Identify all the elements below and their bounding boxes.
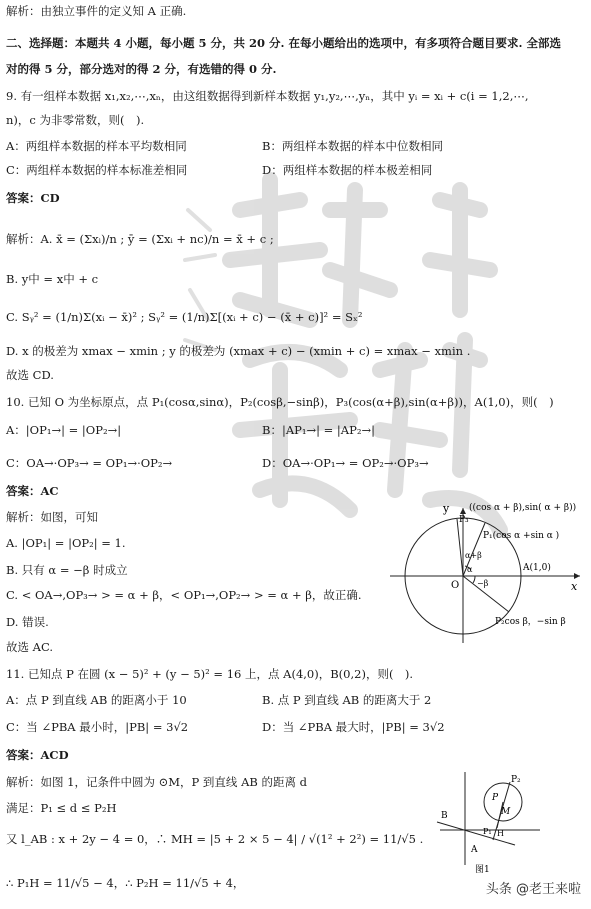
q9-analysis-d: D. x 的极差为 xmax − xmin ; y 的极差为 (xmax + c) − (xmin + c) = xmax − xmin . <box>6 344 471 358</box>
q10-analysis-d: D. 错误. <box>6 615 49 629</box>
fig2-caption: 图1 <box>475 865 490 875</box>
q9-analysis-b: B. y中 = x中 + c <box>6 272 99 286</box>
fig1-x-label: x <box>571 580 578 593</box>
q11-option-d: D：当 ∠PBA 最大时，|PB| = 3√2 <box>262 720 445 734</box>
q9-option-d: D：两组样本数据的样本极差相同 <box>262 163 433 177</box>
q11-stem: 11. 已知点 P 在圆 (x − 5)² + (y − 5)² = 16 上，点 A(4,0)，B(0,2)，则( ). <box>6 667 414 681</box>
fig2-p2-label: P₂ <box>511 775 521 785</box>
q10-analysis-b: B. 只有 α = −β 时成立 <box>6 563 128 577</box>
section-heading-cont: 对的得 5 分，部分选对的得 2 分，有选错的得 0 分. <box>6 62 277 76</box>
footer-watermark: 头条 @老王来啦 <box>485 882 581 897</box>
q9-option-b: B：两组样本数据的样本中位数相同 <box>262 139 443 153</box>
q10-conclusion: 故选 AC. <box>6 640 54 654</box>
fig1-alpha-beta: α+β <box>465 551 482 560</box>
fig1-y-label: y <box>443 502 450 515</box>
q10-analysis-intro: 解析：如图，可知 <box>6 510 98 524</box>
fig1-p3-coord: ((cos α + β),sin( α + β)) <box>469 503 577 513</box>
q11-analysis-range: 满足：P₁ ≤ d ≤ P₂H <box>6 801 117 815</box>
q10-analysis-a: A. |OP₁| = |OP₂| = 1. <box>6 536 126 550</box>
q10-analysis-c: C. < OA→,OP₃→ > = α + β，< OP₁→,OP₂→ > = α + β，故正确. <box>6 588 362 602</box>
q9-stem: 9. 有一组样本数据 x₁,x₂,⋯,xₙ，由这组数据得到新样本数据 y₁,y₂,⋯,yₙ，其中 yᵢ = xᵢ + c(i = 1,2,⋯, <box>6 89 529 103</box>
q9-analysis-a: 解析：A. x̄ = (Σxᵢ)/n ; ȳ = (Σxᵢ + nc)/n = x̄ + c ; <box>6 232 274 246</box>
fig2-m-label: M <box>501 807 511 817</box>
q11-option-a: A：点 P 到直线 AB 的距离小于 10 <box>6 693 187 707</box>
fig1-p1-label: P₁(cos α +sin α ) <box>483 531 560 541</box>
q11-analysis-mh: 又 l_AB : x + 2y − 4 = 0，∴ MH = |5 + 2 × 5 − 4| / √(1² + 2²) = 11/√5 . <box>6 832 424 846</box>
fig1-a-label: A(1,0) <box>523 563 551 573</box>
analysis-line: 解析：由独立事件的定义知 A 正确. <box>6 4 187 18</box>
fig1-neg-beta: −β <box>477 579 489 588</box>
q10-option-c: C：OA→·OP₃→ = OP₁→·OP₂→ <box>6 456 173 470</box>
q11-option-c: C：当 ∠PBA 最小时，|PB| = 3√2 <box>6 720 189 734</box>
q10-stem: 10. 已知 O 为坐标原点，点 P₁(cosα,sinα)，P₂(cosβ,−sinβ)，P₃(cos(α+β),sin(α+β))，A(1,0)，则( ) <box>6 395 554 409</box>
q9-conclusion: 故选 CD. <box>6 368 54 382</box>
fig1-p3-label: P₃ <box>459 515 469 525</box>
q11-answer: 答案：ACD <box>6 748 69 762</box>
q11-option-b: B. 点 P 到直线 AB 的距离大于 2 <box>262 693 432 707</box>
unit-circle-figure <box>385 498 585 648</box>
q9-stem-cont: n)，c 为非零常数，则( ). <box>6 113 145 127</box>
fig2-p1-label: P₁ <box>483 827 492 836</box>
fig2-p-label: P <box>492 793 499 803</box>
q11-analysis-p1h: ∴ P₁H = 11/√5 − 4，∴ P₂H = 11/√5 + 4， <box>6 876 245 890</box>
fig1-origin-label: O <box>451 580 460 591</box>
circle-line-figure <box>435 770 545 880</box>
fig1-alpha: α <box>467 565 473 574</box>
q9-analysis-c: C. Sᵧ² = (1/n)Σ(xᵢ − x̄)² ; Sᵧ² = (1/n)Σ[(xᵢ + c) − (x̄ + c)]² = Sₓ² <box>6 310 363 324</box>
q10-option-b: B：|AP₁→| = |AP₂→| <box>262 423 375 437</box>
q9-answer: 答案：CD <box>6 191 60 205</box>
fig2-h-label: H <box>497 829 504 838</box>
q11-analysis-intro: 解析：如图 1，记条件中圆为 ⊙M，P 到直线 AB 的距离 d <box>6 775 308 789</box>
section-heading: 二、选择题：本题共 4 小题，每小题 5 分，共 20 分. 在每小题给出的选项中，有多项符合题目要求. 全部选 <box>6 36 562 50</box>
q10-answer: 答案：AC <box>6 484 59 498</box>
q9-option-c: C：两组样本数据的样本标准差相同 <box>6 163 188 177</box>
q10-option-a: A：|OP₁→| = |OP₂→| <box>6 423 122 437</box>
fig1-p2-label: P₂cos β，−sin β <box>495 617 566 627</box>
q9-option-a: A：两组样本数据的样本平均数相同 <box>6 139 187 153</box>
fig2-a-label: A <box>471 845 478 855</box>
q10-option-d: D：OA→·OP₁→ = OP₂→·OP₃→ <box>262 456 429 470</box>
fig2-b-label: B <box>441 811 448 821</box>
